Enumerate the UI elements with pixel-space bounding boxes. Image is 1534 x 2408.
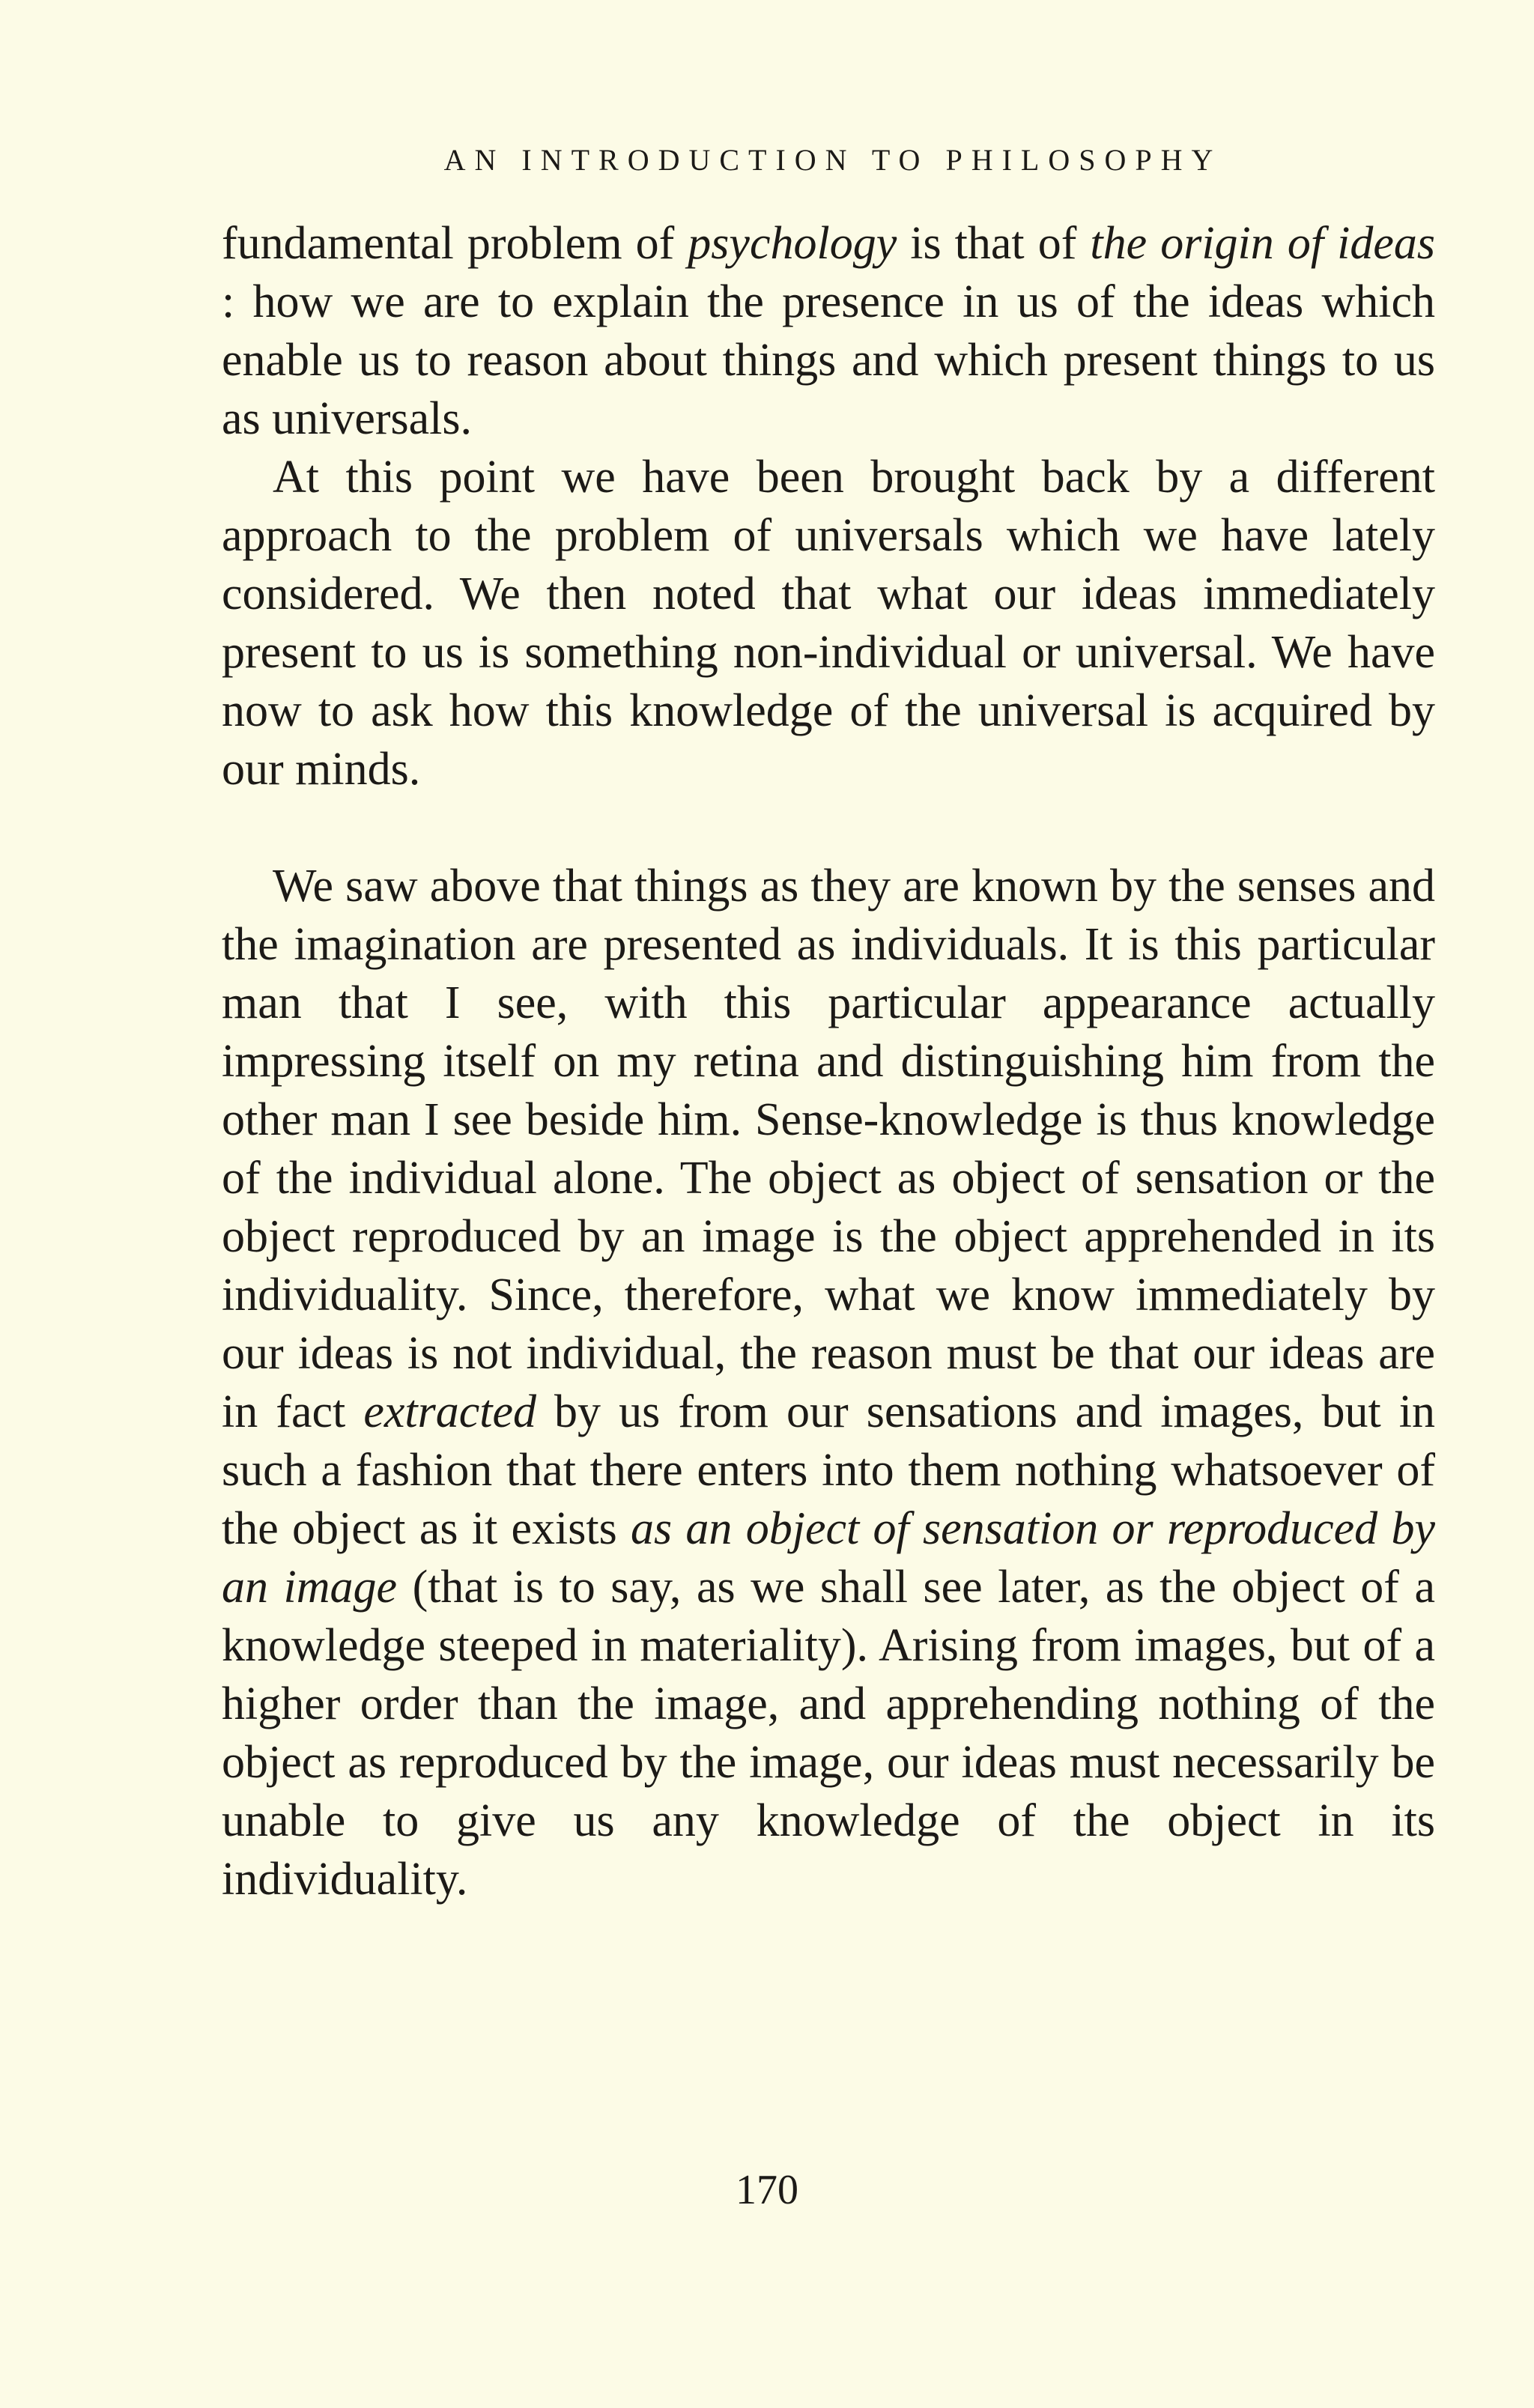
italic-term: the origin of ideas — [1090, 218, 1435, 269]
paragraph — [222, 448, 1435, 798]
section-break — [222, 798, 1435, 857]
text-run: At this point we have been brought back by a different approach to the problem of universals which we have lately considered. We then noted that what our ideas immediately present to us is something non-individual or universal. We have now to ask how this knowledge of the universal is acquired by our minds. — [222, 452, 1435, 795]
body-text — [222, 214, 1435, 1908]
text-run: (that is to say, as we shall see later, as the object of a knowledge steeped in materiality). Arising from images, but of a higher order than the image, and apprehending nothing of the object as reproduced by the image, our ideas must necessarily be unable to give us any knowledge of the object in its individuality. — [222, 1562, 1435, 1905]
running-head: AN INTRODUCTION TO PHILOSOPHY — [443, 143, 1222, 177]
paragraph — [222, 857, 1435, 1908]
page-number: 170 — [736, 2167, 798, 2213]
text-run: fundamental problem of — [222, 218, 688, 269]
text-run: by us from our sensations and images, but in such a fashion that there enters into them nothing whatsoever of the object as it exists — [222, 1386, 1435, 1554]
text-run: We saw above that things as they are known by the senses and the imagination are presented as individuals. It is this particular man that I see, with this particular appearance actually impressing itself on my retina and distinguishing him from the other man I see beside him. Sense-knowledge is thus knowledge of the individual alone. The object as object of sensation or the object reproduced by an image is the object apprehended in its individuality. Since, therefore, what we know immediately by our ideas is not individual, the reason must be that our ideas are in fact — [222, 861, 1435, 1437]
text-run: : how we are to explain the presence in us of the ideas which enable us to reason about things and which present things to us as universals. — [222, 276, 1435, 444]
paragraph-continued — [222, 214, 1435, 448]
text-run: is that of — [897, 218, 1091, 269]
italic-term: extracted — [363, 1386, 536, 1437]
italic-phrase: as an object of sensation or reproduced by an image — [222, 1503, 1435, 1613]
italic-term: psychology — [688, 218, 897, 269]
